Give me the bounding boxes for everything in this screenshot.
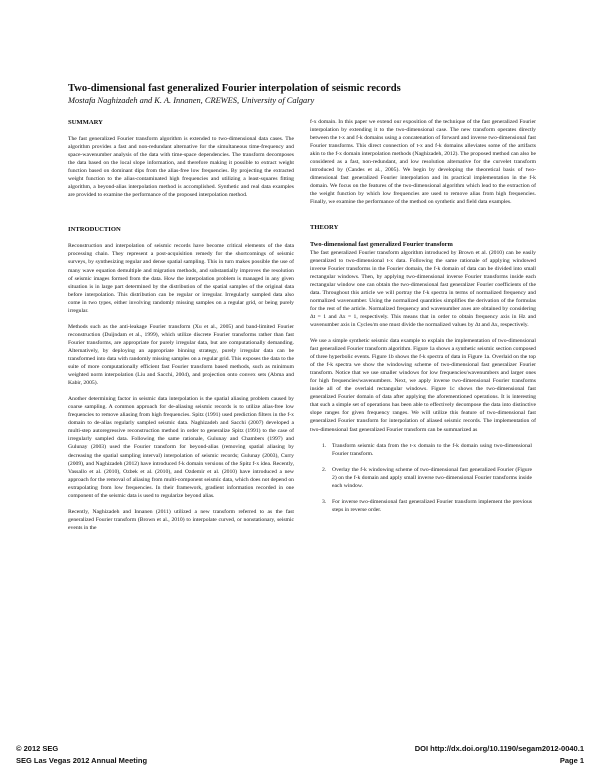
footer-copyright: © 2012 SEG: [16, 744, 59, 753]
summary-paragraph: The fast generalized Fourier transform algorithm is extended to two-dimensional data cases. The algorithm provides a fast and non-redundant alternative for the simultaneous time-frequency and space-wavenumber analysis of the data with time-space dependencies. The transform decomposes the data based on the local slope information, and therefore making it possible to extract weight function based on dominant dips from the alias-free low frequencies. By projecting the extracted weight function to the alias-contaminated high frequencies and utilizing a least-squares fitting algorithm, a beyond-alias interpolation method is accomplished. Synthetic and real data examples are provided to examine the performance of the proposed interpolation method.: [68, 136, 294, 199]
paper-title: Two-dimensional fast generalized Fourier interpolation of seismic records: [68, 83, 401, 94]
implementation-steps: [310, 442, 536, 514]
continued-paragraph: f-x domain. In this paper we extend our exposition of the technique of the fast generalized Fourier interpolation by extending it to the two-dimensional case. The new transform operates directly between the t-x and f-k domains using a concatenation of forward and inverse two-dimensional fast Fourier transforms. This direct connection of t-x and f-k domains alleviates some of the artifacts akin to the f-x domain interpolation methods (Naghizadeh, 2012). The proposed method can also be considered as a fast, non-redundant, and low resolution alternative for the curvelet transform introduced by (Candes et al., 2005). We begin by developing the theoretical basis of two-dimensional fast generalized Fourier interpolation and its practical implementation in the f-k domain. We focus on the features of the two-dimensional algorithm which lead to the extraction of the weight function by which low frequencies are used to remove alias from high frequencies. Finally, we examine the performance of the method on synthetic and field data examples.: [310, 119, 536, 206]
intro-paragraph-4: Recently, Naghizadeh and Innanen (2011) utilized a new transform referred to as the fast generalized Fourier transform (Brown et al., 2010) to interpolate curved, or nonstationary, seismic events in the: [68, 508, 294, 531]
list-item-text: For inverse two-dimensional fast generalized Fourier transform implement the previous steps in reverse order.: [332, 498, 532, 513]
theory-paragraph-1: The fast generalized Fourier transform algorithm introduced by Brown et al. (2010) can be easily generalized to two-dimensional t-x data. Following the same rationale of applying windowed inverse Fourier transforms in the Fourier domain, the f-k domain of data can be divided into small rectangular windows. Then, by applying two-dimensional inverse Fourier transforms inside each rectangular window one can obtain the two-dimensional fast generalizer Fourier coefficients of the data. Throughout this article we will portray the f-k spectra in terms of normalized frequency and normalized wavenumber. Using the normalized quantities simplifies the derivation of the formulas for the rest of the article. Normalized frequency and wavenumber axes are obtained by considering Δt = 1 and Δx = 1, respectively. This means that in order to obtain frequency axis in Hz and wavenumber axis in Cycles/m one must divide the normalized values by Δt and Δx, respectively.: [310, 249, 536, 328]
introduction-heading: INTRODUCTION: [68, 226, 121, 234]
list-item: [310, 466, 536, 490]
list-item-text: Overlay the f-k windowing scheme of two-dimensional fast generalized Fourier (Figure 2) on the f-k domain and apply small inverse two-dimensional Fourier transforms inside each window.: [332, 466, 532, 489]
theory-heading: THEORY: [310, 223, 339, 231]
theory-subheading: Two-dimensional fast generalized Fourier transform: [310, 240, 453, 248]
footer-page-number: Page 1: [559, 756, 584, 765]
page-footer: [16, 744, 584, 768]
list-item-number: 2.: [322, 466, 327, 473]
right-column: [310, 118, 536, 514]
paper-authors: Mostafa Naghizadeh and K. A. Innanen, CREWES, University of Calgary: [68, 96, 315, 105]
footer-doi-link[interactable]: DOI http://dx.doi.org/10.1190/segam2012-0040.1: [414, 744, 584, 753]
intro-paragraph-2: Methods such as the anti-leakage Fourier transform (Xu et al., 2005) and band-limited Fourier reconstruction (Duijndam et al., 1999), which utilize discrete Fourier transforms rather than fast Fourier transforms, are appropriate for purely irregular data, but are computationally demanding. Alternatively, by deploying an appropriate binning strategy, purely irregular data can be transformed into data with randomly missing samples on a regular grid. This exposes the data to the suite of more computationally efficient fast Fourier transform based methods, such as minimum weighted norm interpolation (Liu and Sacchi, 2004), and projection onto convex sets (Abma and Kabir, 2005).: [68, 323, 294, 387]
left-column: [68, 118, 294, 532]
list-item-number: 1.: [322, 442, 327, 449]
summary-heading: SUMMARY: [68, 119, 103, 126]
theory-paragraph-2: We use a simple synthetic seismic data example to explain the implementation of two-dimensional fast generalized Fourier transform algorithm. Figure 1a shows a synthetic seismic section composed of three hyperbolic events. Figure 1b shows the f-k spectra of data in Figure 1a. Overlaid on the top of the f-k spectra we show the windowing scheme of two-dimensional fast generalizer Fourier transform. Notice that we use smaller windows for low frequencies/wavenumbers and larger ones for high frequencies/wavenumbers. Next, we apply inverse two-dimensional Fourier transforms inside all of the overlaid rectangular windows. Figure 1c shows the two-dimensional fast generalized Fourier domain of data after applying the aforementioned operations. It is interesting that such a simple set of operations has been able to effectively decompose the data into distinctive slope ranges for given frequency ranges. We will utilize this feature of two-dimensional fast generalized Fourier transform for interpolation of aliased seismic records. The implementation of two-dimensional fast generalized Fourier transform can be summarized as: [310, 337, 536, 433]
list-item: [310, 442, 536, 458]
footer-meeting: SEG Las Vegas 2012 Annual Meeting: [16, 756, 148, 765]
list-item-text: Transform seismic data from the t-x domain to the f-k domain using two-dimensional Fourier transform.: [332, 442, 532, 457]
intro-paragraph-1: Reconstruction and interpolation of seismic records have become critical elements of the data processing chain. They represent a post-acquisition remedy for the shortcomings of seismic surveys, by synthesizing regular and dense spatial sampling. This in turn makes possible the use of many wave equation demultiple and migration methods, and substantially improves the resolution of seismic images formed from the data. How the interpolation problem is managed in any given situation is in large part determined by the distribution of the spatial samples of the original data before interpolation. This distribution can be regular or irregular. Irregularly sampled data also come in two types, either involving randomly missing samples on a regular grid, or being purely irregular.: [68, 243, 294, 314]
intro-paragraph-3: Another determining factor in seismic data interpolation is the spatial aliasing problem caused by coarse sampling. A common approach for de-aliasing seismic records is to utilize alias-free low frequencies to remove aliasing from high frequencies. Spitz (1991) used prediction filters in the f-x domain to de-alias regularly sampled seismic data. Naghizadeh and Sacchi (2007) developed a multi-step autoregressive reconstruction method in order to generalize Spitz (1991) to the case of irregularly sampled data. Following the same rationale, Gulunay and Chambers (1997) and Gulunay (2003) used the Fourier transform for beyond-alias (removing spatial aliasing by decreasing the spatial sampling interval) interpolation of seismic records; Gulunay (2003), Curry (2009), and Naghizadeh (2012) have introduced f-k domain versions of the Spitz f-x idea. Recently, Vassallo et al. (2010), Ozbek et al. (2010), and Ozdemir et al. (2010) have introduced a new approach for the removal of aliasing from multi-component seismic data, which does not depend on extrapolating from low frequencies. In their framework, gradient information recorded in one component of the seismic data is used to regularize beyond alias.: [68, 396, 294, 499]
list-item-number: 3.: [322, 498, 327, 505]
list-item: [310, 498, 536, 514]
